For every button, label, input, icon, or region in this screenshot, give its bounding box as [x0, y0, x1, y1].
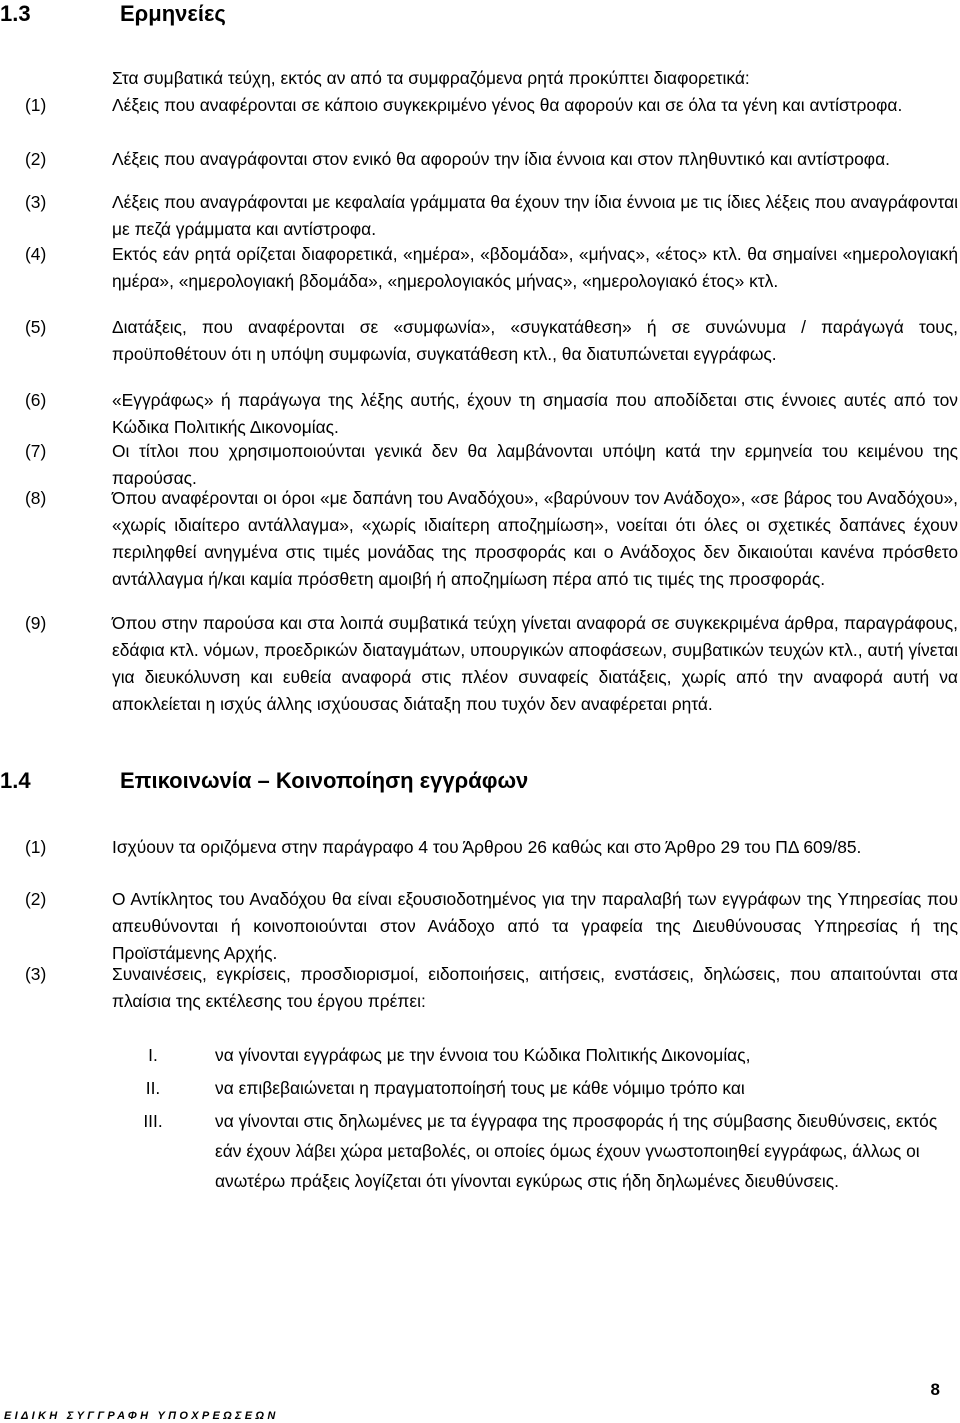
sub-item-text: να επιβεβαιώνεται η πραγματοποίησή τους με κάθε νόμιμο τρόπο και — [215, 1078, 745, 1098]
item-text: Όπου αναφέρονται οι όροι «με δαπάνη του Αναδόχου», «βαρύνουν τον Ανάδοχο», «σε βάρος του Αναδόχου», «χωρίς ιδιαίτερο αντάλλαγμα», «χωρίς ιδιαίτερη αποζημίωση», νοείται ότι όλες οι σχετικές δαπάνες έχουν περιληφθεί ανηγμένα στις τιμές μονάδας της προσφοράς και ο Ανάδοχος δεν δικαιούται κανένα πρόσθετο αντάλλαγμα ή/και καμία πρόσθετη αμοιβή ή αποζημίωση πέρα από τις τιμές της προσφοράς. — [112, 488, 958, 589]
item-text: Λέξεις που αναγράφονται με κεφαλαία γράμματα θα έχουν την ίδια έννοια με τις ίδιες λέξεις που αναγράφονται με πεζά γράμματα και αντίστροφα. — [112, 192, 958, 239]
sub-item-number: II. — [145, 1078, 161, 1098]
sub-item-text: να γίνονται στις δηλωμένες με τα έγγραφα της προσφοράς ή της σύμβασης διευθύνσεις, εκτός εάν έχουν λάβει χώρα μεταβολές, οι οποίες όμως έχουν γνωστοποιηθεί εγγράφως, άλλως οι ανωτέρω πράξεις λογίζεται ότι γίνονται εγκύρως στις ήδη δηλωμένες διευθύνσεις. — [215, 1111, 938, 1191]
section-number: 1.3 — [0, 1, 31, 26]
item-number: (3) — [25, 192, 47, 212]
item-text: Οι τίτλοι που χρησιμοποιούνται γενικά δεν θα λαμβάνονται υπόψη κατά την ερμηνεία του κειμένου της παρούσας. — [112, 441, 958, 488]
sub-item-text: να γίνονται εγγράφως με την έννοια του Κώδικα Πολιτικής Δικονομίας, — [215, 1045, 751, 1065]
sub-list-item — [0, 1040, 960, 1070]
item-number: (1) — [25, 95, 47, 115]
item-text: Λέξεις που αναφέρονται σε κάποιο συγκεκριμένο γένος θα αφορούν και σε όλα τα γένη και αντίστροφα. — [112, 95, 903, 115]
section-heading-1-4 — [0, 767, 529, 795]
list-item — [0, 485, 960, 593]
item-number: (2) — [25, 889, 47, 909]
item-number: (1) — [25, 837, 47, 857]
item-text: Ισχύουν τα οριζόμενα στην παράγραφο 4 του Άρθρου 26 καθώς και στο Άρθρο 29 του ΠΔ 609/85. — [112, 837, 862, 857]
list-item — [0, 387, 960, 441]
section-title: Ερμηνείες — [120, 1, 226, 26]
sub-list-item — [0, 1073, 960, 1103]
list-item — [0, 146, 960, 173]
list-item — [0, 610, 960, 718]
section-title: Επικοινωνία – Κοινοποίηση εγγράφων — [120, 768, 529, 793]
list-item — [0, 886, 960, 967]
sub-item-number: I. — [148, 1045, 158, 1065]
item-text: Εκτός εάν ρητά ορίζεται διαφορετικά, «ημέρα», «βδομάδα», «μήνας», «έτος» κτλ. θα σημαίνει «ημερολογιακή ημέρα», «ημερολογιακή βδομάδα», «ημερολογιακός μήνας», «ημερολογιακό έτος» κτλ. — [112, 244, 958, 291]
list-item — [0, 189, 960, 243]
item-text: Όπου στην παρούσα και στα λοιπά συμβατικά τεύχη γίνεται αναφορά σε συγκεκριμένα άρθρα, παραγράφους, εδάφια κτλ. νόμων, προεδρικών διαταγμάτων, υπουργικών αποφάσεων, συμβατικών τευχών κτλ., αυτή γίνεται για διευκόλυνση και ευθεία αναφορά στις πλέον συναφείς διατάξεις, χωρίς από την αναφορά αυτή να αποκλείεται η ισχύς άλλης ισχύουσας διάταξη που τυχόν δεν αναφέρεται ρητά. — [112, 613, 958, 714]
sub-item-number: III. — [143, 1111, 163, 1131]
item-number: (4) — [25, 244, 47, 264]
item-number: (7) — [25, 441, 47, 461]
item-text: Λέξεις που αναγράφονται στον ενικό θα αφορούν την ίδια έννοια και στον πληθυντικό και αντίστροφα. — [112, 149, 890, 169]
item-text: Διατάξεις, που αναφέρονται σε «συμφωνία», «συγκατάθεση» ή σε συνώνυμα / παράγωγά τους, προϋποθέτουν ότι η υπόψη συμφωνία, συγκατάθεση κτλ., θα διατυπώνεται εγγράφως. — [112, 317, 958, 364]
list-item — [0, 241, 960, 295]
item-number: (5) — [25, 317, 47, 337]
footer-label: ΕΙΔΙΚΗ ΣΥΓΓΡΑΦΗ ΥΠΟΧΡΕΩΣΕΩΝ — [4, 1410, 279, 1422]
item-number: (6) — [25, 390, 47, 410]
item-text: «Εγγράφως» ή παράγωγα της λέξης αυτής, έχουν τη σημασία που αποδίδεται στις έννοιες αυτές από τον Κώδικα Πολιτικής Δικονομίας. — [112, 390, 958, 437]
item-number: (9) — [25, 613, 47, 633]
item-text: Συναινέσεις, εγκρίσεις, προσδιορισμοί, ειδοποιήσεις, αιτήσεις, ενστάσεις, δηλώσεις, που απαιτούνται στα πλαίσια της εκτέλεσης του έργου πρέπει: — [112, 964, 958, 1011]
list-item — [0, 834, 960, 861]
item-text: Ο Αντίκλητος του Αναδόχου θα είναι εξουσιοδοτημένος για την παραλαβή των εγγράφων της Υπηρεσίας που απευθύνονται ή κοινοποιούνται στον Ανάδοχο από τα γραφεία της Διευθύνουσας Υπηρεσίας ή της Προϊστάμενης Αρχής. — [112, 889, 958, 963]
item-number: (2) — [25, 149, 47, 169]
item-number: (8) — [25, 488, 47, 508]
list-item — [0, 314, 960, 368]
list-item — [0, 961, 960, 1015]
item-number: (3) — [25, 964, 47, 984]
list-item — [0, 92, 960, 119]
intro-text: Στα συμβατικά τεύχη, εκτός αν από τα συμφραζόμενα ρητά προκύπτει διαφορετικά: — [112, 68, 750, 88]
sub-list-item — [0, 1106, 960, 1196]
section-heading-1-3 — [0, 0, 226, 28]
list-item — [0, 438, 960, 492]
section-number: 1.4 — [0, 768, 31, 793]
page-number: 8 — [930, 1380, 940, 1399]
